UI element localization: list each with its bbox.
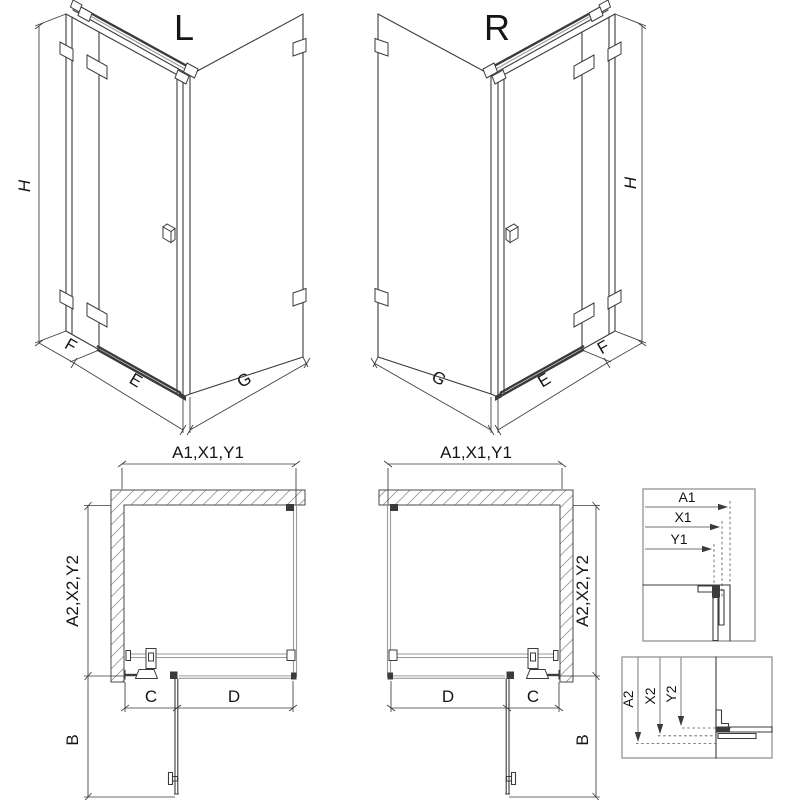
detail-a2-label: A2 [620,690,636,708]
dim-label-door-r: E [534,369,554,392]
dim-label-height-l: H [15,179,34,193]
dim-label-height-r: H [621,176,640,190]
detail-a1-label: A1 [678,489,696,505]
plan-left-depth-label: A2,X2,Y2 [63,555,82,627]
plan-left-c-label: C [144,687,158,706]
iso-right-geometry [371,0,646,435]
plan-view-right [379,443,600,800]
plan-left-b-label: B [63,734,82,746]
detail-x1-label: X1 [674,509,692,525]
plan-right-width-label: A1,X1,Y1 [440,443,512,462]
view-left-letter: L [173,7,195,48]
plan-view-left [63,443,305,800]
detail-box-depth [620,657,772,758]
detail-depth-frame [622,657,772,758]
dim-label-fixed-r: F [594,336,613,359]
plan-left-width-label: A1,X1,Y1 [172,443,244,462]
dim-label-fixed-l: F [61,334,80,357]
sill-profile-section [716,710,772,739]
view-right-letter: R [484,7,510,48]
detail-x2-label: X2 [642,687,658,705]
plan-right-wall-hatch [379,490,573,682]
plan-right-d-label: D [441,687,455,706]
iso-view-left [15,0,310,435]
detail-y2-label: Y2 [663,685,679,703]
detail-width-frame [643,489,755,641]
dim-label-door-l: E [126,369,146,392]
plan-right-depth-label: A2,X2,Y2 [573,555,592,627]
detail-y1-label: Y1 [670,531,688,547]
dim-label-side-r: G [428,366,450,390]
plan-right-b-label: B [573,734,592,746]
iso-view-right [371,0,646,435]
dim-label-side-l: G [233,368,255,392]
plan-right-c-label: C [526,687,540,706]
detail-box-width [643,489,755,641]
wall-profile-section [698,586,724,641]
plan-left-wall-hatch [111,490,305,682]
plan-left-d-label: D [227,687,241,706]
iso-left-geometry [35,0,310,435]
